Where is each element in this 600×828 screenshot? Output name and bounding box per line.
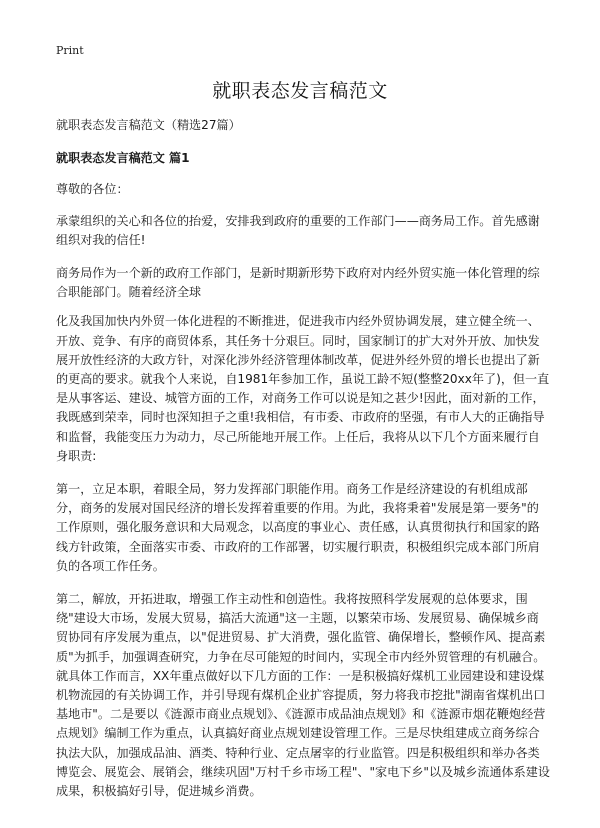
paragraph: 第二，解放，开拓进取，增强工作主动性和创造性。我将按照科学发展观的总体要求，围绕"建设大市场，发展大贸易，搞活大流通"这一主题，以繁荣市场、发展贸易、确保城乡商贸协同有序发展为重点，以"促进贸易、扩大消费，强化监管、确保增长，整顿作风、提高素质"为抓手，加强调查研究，力争在尽可能短的时间内，实现全市内经外贸管理的有机融合。就具体工作而言，XX年重点做好以下几方面的工作：一是积极搞好煤机工业园建设和建设煤机物流园的有关协调工作，并引导现有煤机企业扩容提质，努力将我市挖批"湖南省煤机出口基地市"。二是要以《涟源市商业点规划》、《涟源市成品油点规划》和《涟源市烟花鞭炮经营点规划》编制工作为重点，认真搞好商业点规划建设管理工作。三是尽快组建成立商务综合执法大队，加强成品油、酒类、特种行业、定点屠宰的行业监管。四是积极组织和举办各类博览会、展览会、展销会，继续巩固"万村千乡市场工程"、"家电下乡"以及城乡流通体系建设成果，积极搞好引导，促进城乡消费。	[56, 592, 550, 799]
greeting: 尊敬的各位：	[56, 182, 129, 197]
document-body	[56, 116, 550, 801]
paragraph: 商务局作为一个新的政府工作部门，是新时期新形势下政府对内经外贸实施一体化管理的综合职能部门。随着经济全球	[56, 266, 540, 300]
paragraph: 化及我国加快内外贸一体化进程的不断推进，促进我市内经外贸协调发展，建立健全统一、开放、竞争、有序的商贸体系，其任务十分艰巨。同时，国家制订的扩大对外开放、加快发展开放性经济的大政方针，对深化涉外经济管理体制改革，促进外经外贸的增长也提出了新的更高的要求。就我个人来说，自1981年参加工作，虽说工龄不短(整整20xx年了)，但一直是从事客运、建设、城管方面的工作，对商务工作可以说是知之甚少!因此，面对新的工作，我既感到荣幸，同时也深知担子之重!我相信，有市委、市政府的坚强，有市人大的正确指导和监督，我能变压力为动力，尽己所能地开展工作。上任后，我将从以下几个方面来履行自身职责:	[56, 314, 550, 463]
page-title: 就职表态发言稿范文	[212, 80, 388, 102]
paragraph: 第一，立足本职，着眼全局，努力发挥部门职能作用。商务工作是经济建设的有机组成部分，商务的发展对国民经济的增长发挥着重要的作用。为此，我将秉着"发展是第一要务"的工作原则，强化服务意识和大局观念，以高度的事业心、责任感，认真贯彻执行和国家的路线方针政策，全面落实市委、市政府的工作部署，切实履行职责，积极组织完成本部门所肩负的各项工作任务。	[56, 482, 540, 573]
paragraph: 承蒙组织的关心和各位的抬爱，安排我到政府的重要的工作部门——商务局工作。首先感谢组织对我的信任!	[56, 213, 540, 247]
document-subtitle: 就职表态发言稿范文（精选27篇）	[56, 118, 241, 132]
section-heading: 就职表态发言稿范文 篇1	[56, 151, 190, 166]
print-link[interactable]: Print	[56, 44, 84, 57]
